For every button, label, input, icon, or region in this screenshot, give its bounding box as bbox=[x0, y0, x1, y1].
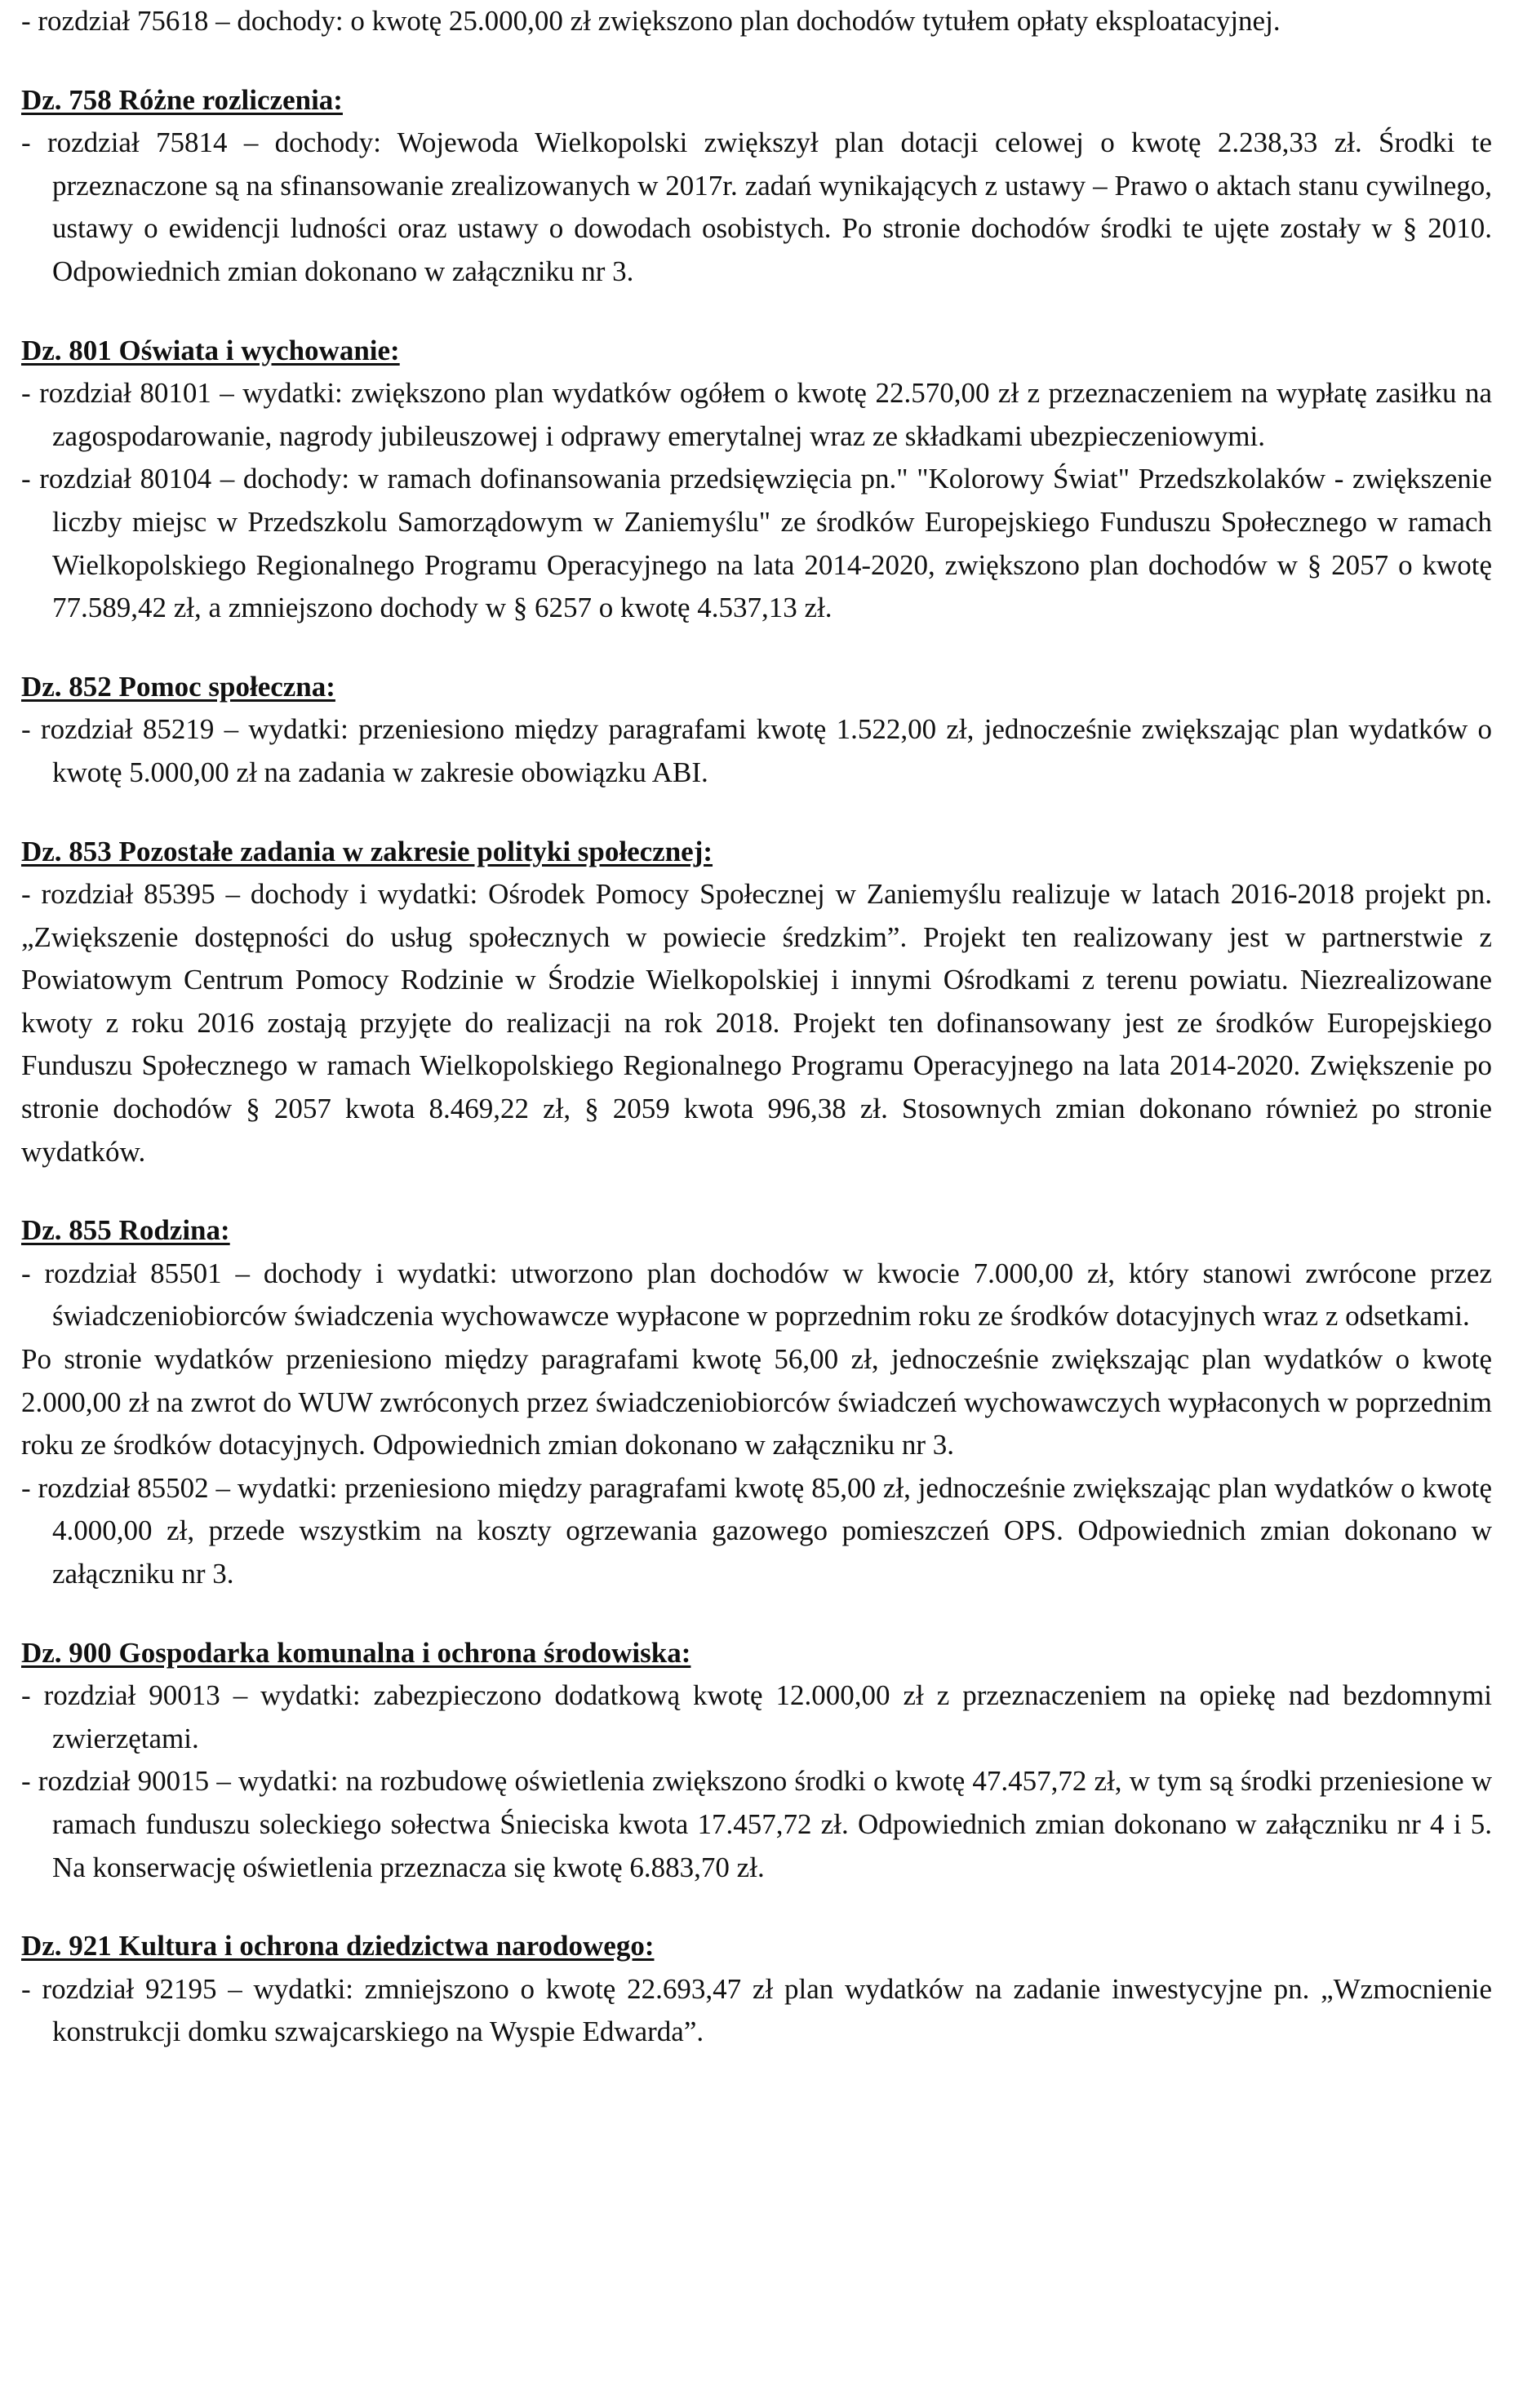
section-dz-921 bbox=[21, 1925, 1492, 2054]
section-heading: Dz. 853 Pozostałe zadania w zakresie polityki społecznej: bbox=[21, 835, 713, 867]
paragraph: - rozdział 80101 – wydatki: zwiększono plan wydatków ogółem o kwotę 22.570,00 zł z przeznaczeniem na wypłatę zasiłku na zagospodarowanie, nagrody jubileuszowej i odprawy emerytalnej wraz ze składkami ubezpieczeniowymi. bbox=[21, 377, 1492, 452]
section-dz-900 bbox=[21, 1632, 1492, 1890]
section-dz-758 bbox=[21, 79, 1492, 294]
paragraph: - rozdział 85502 – wydatki: przeniesiono między paragrafami kwotę 85,00 zł, jednocześnie zwiększając plan wydatków o kwotę 4.000,00 zł, przede wszystkim na koszty ogrzewania gazowego pomieszczeń OPS. Odpowiednich zmian dokonano w załączniku nr 3. bbox=[21, 1471, 1492, 1590]
paragraph: - rozdział 90013 – wydatki: zabezpieczono dodatkową kwotę 12.000,00 zł z przeznaczeniem na opiekę nad bezdomnymi zwierzętami. bbox=[21, 1679, 1492, 1754]
section-heading: Dz. 801 Oświata i wychowanie: bbox=[21, 334, 400, 366]
paragraph: - rozdział 85219 – wydatki: przeniesiono między paragrafami kwotę 1.522,00 zł, jednocześnie zwiększając plan wydatków o kwotę 5.000,00 zł na zadania w zakresie obowiązku ABI. bbox=[21, 713, 1492, 788]
paragraph: - rozdział 85501 – dochody i wydatki: utworzono plan dochodów w kwocie 7.000,00 zł, który stanowi zwrócone przez świadczeniobiorców świadczenia wychowawcze wypłacone w poprzednim roku ze środków dotacyjnych wraz z odsetkami. bbox=[21, 1257, 1492, 1333]
section-heading: Dz. 900 Gospodarka komunalna i ochrona środowiska: bbox=[21, 1636, 691, 1669]
paragraph: - rozdział 75814 – dochody: Wojewoda Wielkopolski zwiększył plan dotacji celowej o kwotę 2.238,33 zł. Środki te przeznaczone są na sfinansowanie zrealizowanych w 2017r. zadań wynikających z ustawy – Prawo o aktach stanu cywilnego, ustawy o ewidencji ludności oraz ustawy o dowodach osobistych. Po stronie dochodów środki te ujęte zostały w § 2010. Odpowiednich zmian dokonano w załączniku nr 3. bbox=[21, 126, 1492, 287]
section-75618 bbox=[21, 0, 1492, 43]
section-heading: Dz. 855 Rodzina: bbox=[21, 1214, 230, 1247]
section-heading: Dz. 758 Różne rozliczenia: bbox=[21, 83, 343, 116]
section-heading: Dz. 921 Kultura i ochrona dziedzictwa narodowego: bbox=[21, 1930, 655, 1962]
paragraph: - rozdział 92195 – wydatki: zmniejszono o kwotę 22.693,47 zł plan wydatków na zadanie inwestycyjne pn. „Wzmocnienie konstrukcji domku szwajcarskiego na Wyspie Edwarda”. bbox=[21, 1972, 1492, 2048]
paragraph: - rozdział 85395 – dochody i wydatki: Ośrodek Pomocy Społecznej w Zaniemyślu realizuje w latach 2016-2018 projekt pn. „Zwiększenie dostępności do usług społecznych w powiecie średzkim”. Projekt ten realizowany jest w partnerstwie z Powiatowym Centrum Pomocy Rodzinie w Środzie Wielkopolskiej i innymi Ośrodkami z terenu powiatu. Niezrealizowane kwoty z roku 2016 zostają przyjęte do realizacji na rok 2018. Projekt ten dofinansowany jest ze środków Europejskiego Funduszu Społecznego w ramach Wielkopolskiego Regionalnego Programu Operacyjnego na lata 2014-2020. Zwiększenie po stronie dochodów § 2057 kwota 8.469,22 zł, § 2059 kwota 996,38 zł. Stosownych zmian dokonano również po stronie wydatków. bbox=[21, 878, 1492, 1168]
paragraph: - rozdział 80104 – dochody: w ramach dofinansowania przedsięwzięcia pn." "Kolorowy Świat" Przedszkolaków - zwiększenie liczby miejsc w Przedszkolu Samorządowym w Zaniemyślu" ze środków Europejskiego Funduszu Społecznego w ramach Wielkopolskiego Regionalnego Programu Operacyjnego na lata 2014-2020, zwiększono plan dochodów w § 2057 o kwotę 77.589,42 zł, a zmniejszono dochody w § 6257 o kwotę 4.537,13 zł. bbox=[21, 463, 1492, 624]
paragraph: Po stronie wydatków przeniesiono między paragrafami kwotę 56,00 zł, jednocześnie zwiększając plan wydatków o kwotę 2.000,00 zł na zwrot do WUW zwróconych przez świadczeniobiorców świadczeń wychowawczych wypłaconych w poprzednim roku ze środków dotacyjnych. Odpowiednich zmian dokonano w załączniku nr 3. bbox=[21, 1343, 1492, 1461]
section-dz-853 bbox=[21, 831, 1492, 1174]
section-heading: Dz. 852 Pomoc społeczna: bbox=[21, 670, 335, 703]
section-dz-801 bbox=[21, 330, 1492, 630]
paragraph: - rozdział 75618 – dochody: o kwotę 25.000,00 zł zwiększono plan dochodów tytułem opłaty eksploatacyjnej. bbox=[21, 5, 1281, 37]
section-dz-852 bbox=[21, 666, 1492, 795]
paragraph: - rozdział 90015 – wydatki: na rozbudowę oświetlenia zwiększono środki o kwotę 47.457,72 zł, w tym są środki przeniesione w ramach funduszu soleckiego sołectwa Śnieciska kwota 17.457,72 zł. Odpowiednich zmian dokonano w załączniku nr 4 i 5. Na konserwację oświetlenia przeznacza się kwotę 6.883,70 zł. bbox=[21, 1765, 1492, 1883]
section-dz-855 bbox=[21, 1209, 1492, 1595]
